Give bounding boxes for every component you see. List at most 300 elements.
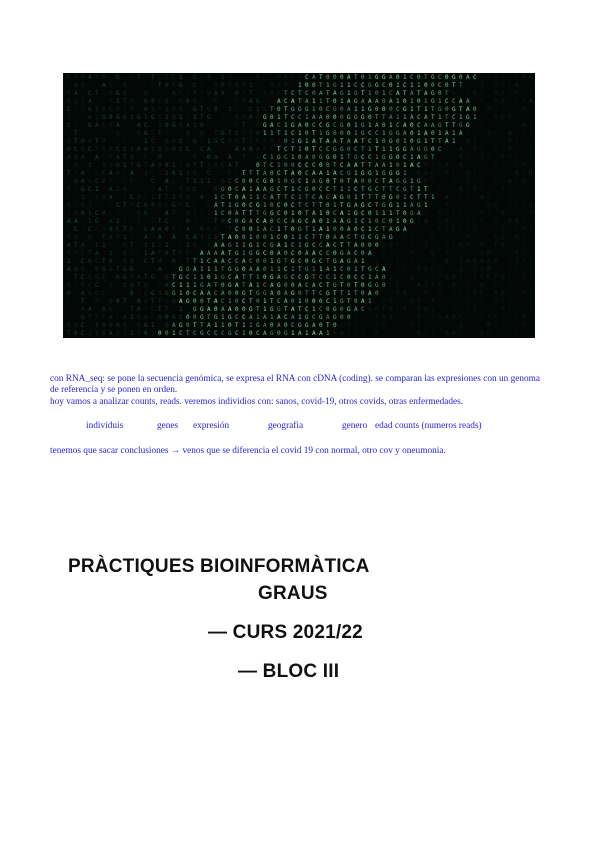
svg-text:1: 1 [116, 218, 120, 225]
svg-text:A: A [459, 290, 463, 297]
svg-text:A: A [291, 98, 295, 105]
svg-text:G: G [200, 130, 204, 137]
svg-text:C: C [501, 146, 505, 153]
svg-text:G: G [249, 162, 253, 169]
svg-text:T: T [452, 122, 456, 129]
svg-text:0: 0 [200, 74, 204, 81]
svg-text:0: 0 [249, 146, 253, 153]
svg-text:0: 0 [368, 210, 372, 217]
svg-text:T: T [431, 282, 435, 289]
svg-text:G: G [263, 210, 267, 217]
svg-text:A: A [81, 170, 85, 177]
svg-text:A: A [116, 330, 120, 337]
svg-text:G: G [186, 114, 190, 121]
svg-text:1: 1 [396, 218, 400, 225]
svg-text:0: 0 [396, 74, 400, 81]
svg-text:T: T [375, 146, 379, 153]
svg-text:1: 1 [200, 178, 204, 185]
svg-text:T: T [361, 162, 365, 169]
svg-text:0: 0 [109, 146, 113, 153]
svg-text:T: T [312, 202, 316, 209]
svg-text:T: T [151, 74, 155, 81]
svg-text:A: A [445, 314, 449, 321]
svg-text:C: C [340, 162, 344, 169]
svg-text:C: C [494, 130, 498, 137]
svg-text:C: C [438, 226, 442, 233]
svg-text:C: C [431, 274, 435, 281]
svg-text:A: A [270, 290, 274, 297]
svg-text:A: A [522, 258, 526, 265]
svg-text:0: 0 [235, 298, 239, 305]
svg-text:G: G [123, 242, 127, 249]
svg-text:T: T [193, 322, 197, 329]
svg-text:C: C [179, 90, 183, 97]
svg-text:A: A [354, 178, 358, 185]
svg-text:C: C [515, 202, 519, 209]
svg-text:G: G [130, 282, 134, 289]
svg-text:1: 1 [354, 218, 358, 225]
svg-text:C: C [305, 306, 309, 313]
svg-text:0: 0 [74, 234, 78, 241]
svg-text:1: 1 [508, 266, 512, 273]
svg-text:0: 0 [515, 90, 519, 97]
svg-text:C: C [137, 322, 141, 329]
svg-text:C: C [298, 186, 302, 193]
svg-text:G: G [354, 314, 358, 321]
svg-text:0: 0 [165, 130, 169, 137]
svg-text:G: G [256, 202, 260, 209]
svg-text:A: A [165, 178, 169, 185]
svg-text:G: G [396, 290, 400, 297]
svg-text:1: 1 [452, 178, 456, 185]
svg-text:1: 1 [228, 202, 232, 209]
svg-text:G: G [137, 90, 141, 97]
svg-text:1: 1 [396, 202, 400, 209]
svg-text:T: T [74, 130, 78, 137]
svg-text:1: 1 [410, 98, 414, 105]
svg-text:C: C [452, 290, 456, 297]
svg-text:G: G [165, 298, 169, 305]
svg-text:T: T [473, 138, 477, 145]
svg-text:0: 0 [179, 106, 183, 113]
svg-text:A: A [410, 90, 414, 97]
svg-text:G: G [361, 202, 365, 209]
svg-text:1: 1 [480, 186, 484, 193]
svg-text:0: 0 [284, 178, 288, 185]
svg-text:0: 0 [270, 218, 274, 225]
svg-text:A: A [480, 194, 484, 201]
svg-text:0: 0 [158, 330, 162, 337]
svg-text:C: C [480, 146, 484, 153]
svg-text:A: A [158, 266, 162, 273]
svg-text:G: G [123, 114, 127, 121]
svg-text:1: 1 [368, 146, 372, 153]
svg-text:0: 0 [137, 306, 141, 313]
svg-text:0: 0 [165, 138, 169, 145]
svg-text:G: G [452, 106, 456, 113]
svg-text:C: C [291, 242, 295, 249]
svg-text:A: A [242, 186, 246, 193]
svg-text:T: T [130, 242, 134, 249]
svg-text:A: A [186, 226, 190, 233]
svg-text:0: 0 [410, 122, 414, 129]
svg-text:1: 1 [347, 90, 351, 97]
svg-text:A: A [368, 250, 372, 257]
svg-text:G: G [431, 314, 435, 321]
svg-text:G: G [466, 122, 470, 129]
svg-text:T: T [214, 146, 218, 153]
svg-text:1: 1 [438, 98, 442, 105]
svg-text:1: 1 [403, 202, 407, 209]
svg-text:G: G [179, 322, 183, 329]
svg-text:G: G [298, 106, 302, 113]
svg-text:1: 1 [249, 82, 253, 89]
svg-text:1: 1 [396, 114, 400, 121]
svg-text:C: C [368, 130, 372, 137]
svg-text:C: C [291, 90, 295, 97]
svg-text:A: A [340, 330, 344, 337]
svg-text:1: 1 [431, 194, 435, 201]
svg-text:A: A [277, 242, 281, 249]
svg-text:0: 0 [291, 74, 295, 81]
svg-text:0: 0 [389, 218, 393, 225]
svg-text:A: A [312, 250, 316, 257]
svg-text:0: 0 [417, 74, 421, 81]
svg-text:1: 1 [144, 170, 148, 177]
svg-text:C: C [116, 202, 120, 209]
svg-text:0: 0 [102, 178, 106, 185]
svg-text:1: 1 [305, 330, 309, 337]
svg-text:A: A [312, 138, 316, 145]
svg-text:1: 1 [438, 130, 442, 137]
svg-text:G: G [200, 282, 204, 289]
svg-text:A: A [494, 290, 498, 297]
svg-text:G: G [445, 258, 449, 265]
svg-text:1: 1 [256, 242, 260, 249]
svg-text:G: G [144, 90, 148, 97]
svg-text:T: T [95, 242, 99, 249]
svg-text:T: T [529, 306, 533, 313]
svg-text:C: C [438, 82, 442, 89]
svg-text:G: G [501, 106, 505, 113]
svg-text:0: 0 [368, 114, 372, 121]
svg-text:1: 1 [165, 114, 169, 121]
svg-text:0: 0 [235, 90, 239, 97]
svg-text:T: T [347, 178, 351, 185]
svg-text:0: 0 [249, 226, 253, 233]
svg-text:T: T [165, 194, 169, 201]
svg-text:T: T [242, 82, 246, 89]
svg-text:G: G [172, 290, 176, 297]
svg-text:0: 0 [165, 330, 169, 337]
svg-text:A: A [347, 98, 351, 105]
svg-text:A: A [214, 250, 218, 257]
svg-text:A: A [424, 114, 428, 121]
svg-text:T: T [326, 282, 330, 289]
svg-text:1: 1 [221, 114, 225, 121]
svg-text:A: A [74, 90, 78, 97]
svg-text:C: C [305, 282, 309, 289]
svg-text:G: G [417, 178, 421, 185]
svg-text:G: G [263, 290, 267, 297]
svg-text:A: A [326, 242, 330, 249]
svg-text:A: A [193, 266, 197, 273]
svg-text:G: G [298, 138, 302, 145]
svg-text:G: G [389, 130, 393, 137]
svg-text:1: 1 [172, 330, 176, 337]
svg-text:A: A [298, 330, 302, 337]
svg-text:G: G [340, 122, 344, 129]
svg-text:C: C [326, 274, 330, 281]
svg-text:G: G [193, 306, 197, 313]
svg-text:1: 1 [410, 242, 414, 249]
svg-text:A: A [522, 106, 526, 113]
svg-text:G: G [508, 194, 512, 201]
svg-text:C: C [214, 98, 218, 105]
svg-text:0: 0 [270, 170, 274, 177]
svg-text:0: 0 [403, 290, 407, 297]
svg-text:1: 1 [179, 162, 183, 169]
svg-text:T: T [445, 250, 449, 257]
svg-text:C: C [410, 74, 414, 81]
svg-text:0: 0 [340, 306, 344, 313]
svg-text:T: T [424, 290, 428, 297]
svg-text:0: 0 [186, 90, 190, 97]
svg-text:0: 0 [214, 106, 218, 113]
svg-text:C: C [368, 202, 372, 209]
svg-text:A: A [242, 194, 246, 201]
svg-text:T: T [242, 138, 246, 145]
svg-text:T: T [193, 210, 197, 217]
note-column-edad-counts: edad counts (numeros reads) [375, 421, 482, 431]
svg-text:G: G [270, 274, 274, 281]
svg-text:A: A [263, 186, 267, 193]
svg-text:1: 1 [179, 114, 183, 121]
svg-text:0: 0 [438, 162, 442, 169]
svg-text:A: A [256, 146, 260, 153]
svg-text:T: T [116, 266, 120, 273]
svg-text:C: C [109, 210, 113, 217]
svg-text:C: C [515, 162, 519, 169]
svg-text:A: A [109, 194, 113, 201]
svg-text:0: 0 [256, 162, 260, 169]
svg-text:G: G [424, 146, 428, 153]
svg-text:0: 0 [347, 146, 351, 153]
svg-text:0: 0 [340, 106, 344, 113]
svg-text:G: G [249, 250, 253, 257]
svg-text:G: G [389, 138, 393, 145]
svg-text:A: A [242, 114, 246, 121]
svg-text:A: A [424, 122, 428, 129]
svg-text:0: 0 [340, 226, 344, 233]
svg-text:C: C [417, 122, 421, 129]
svg-text:0: 0 [494, 258, 498, 265]
svg-text:1: 1 [172, 194, 176, 201]
svg-text:1: 1 [396, 82, 400, 89]
svg-text:C: C [81, 330, 85, 337]
svg-text:0: 0 [235, 194, 239, 201]
svg-text:G: G [263, 138, 267, 145]
svg-text:A: A [221, 90, 225, 97]
svg-text:G: G [361, 130, 365, 137]
svg-text:G: G [431, 234, 435, 241]
svg-text:T: T [95, 314, 99, 321]
svg-text:C: C [235, 314, 239, 321]
svg-text:T: T [396, 210, 400, 217]
svg-text:1: 1 [151, 330, 155, 337]
svg-text:0: 0 [459, 74, 463, 81]
svg-text:0: 0 [347, 314, 351, 321]
svg-text:G: G [228, 74, 232, 81]
note-column-geografia: geografia [268, 421, 304, 431]
svg-text:0: 0 [347, 266, 351, 273]
svg-text:T: T [333, 290, 337, 297]
svg-text:A: A [137, 242, 141, 249]
svg-text:A: A [235, 210, 239, 217]
svg-text:C: C [144, 290, 148, 297]
svg-text:0: 0 [137, 314, 141, 321]
svg-text:A: A [417, 266, 421, 273]
svg-text:G: G [221, 274, 225, 281]
svg-text:0: 0 [319, 322, 323, 329]
svg-text:G: G [144, 98, 148, 105]
svg-text:A: A [333, 90, 337, 97]
svg-text:T: T [508, 274, 512, 281]
svg-text:T: T [193, 258, 197, 265]
svg-text:1: 1 [515, 258, 519, 265]
svg-text:T: T [347, 322, 351, 329]
svg-text:T: T [347, 154, 351, 161]
svg-text:0: 0 [333, 98, 337, 105]
svg-text:0: 0 [214, 306, 218, 313]
svg-text:0: 0 [431, 146, 435, 153]
svg-text:A: A [375, 162, 379, 169]
svg-text:1: 1 [466, 186, 470, 193]
svg-text:1: 1 [165, 106, 169, 113]
svg-text:G: G [333, 82, 337, 89]
svg-text:0: 0 [305, 82, 309, 89]
svg-text:T: T [270, 106, 274, 113]
svg-text:A: A [214, 202, 218, 209]
svg-text:1: 1 [81, 194, 85, 201]
svg-text:T: T [158, 218, 162, 225]
svg-text:1: 1 [207, 162, 211, 169]
svg-text:G: G [354, 154, 358, 161]
svg-text:A: A [151, 234, 155, 241]
svg-text:0: 0 [95, 298, 99, 305]
svg-text:T: T [214, 282, 218, 289]
svg-text:G: G [354, 90, 358, 97]
svg-text:T: T [417, 90, 421, 97]
svg-text:A: A [130, 202, 134, 209]
svg-text:A: A [144, 314, 148, 321]
svg-text:C: C [452, 114, 456, 121]
svg-text:0: 0 [473, 90, 477, 97]
svg-text:G: G [466, 114, 470, 121]
svg-text:1: 1 [207, 178, 211, 185]
svg-text:1: 1 [291, 330, 295, 337]
svg-text:G: G [130, 234, 134, 241]
svg-text:1: 1 [298, 146, 302, 153]
svg-text:C: C [333, 242, 337, 249]
svg-text:0: 0 [361, 74, 365, 81]
svg-text:T: T [375, 202, 379, 209]
note-rna-seq: con RNA_seq: se pone la secuencia genómica, se expresa el RNA con cDNA (coding). se comparan las expresiones con un genoma de referencia y se ponen en orden. [50, 374, 540, 396]
svg-text:T: T [494, 274, 498, 281]
svg-text:T: T [263, 162, 267, 169]
svg-text:1: 1 [473, 306, 477, 313]
svg-text:1: 1 [389, 210, 393, 217]
svg-text:G: G [81, 314, 85, 321]
svg-text:T: T [256, 210, 260, 217]
svg-text:A: A [165, 210, 169, 217]
svg-text:T: T [200, 322, 204, 329]
svg-text:0: 0 [186, 290, 190, 297]
svg-text:T: T [529, 258, 533, 265]
svg-text:C: C [228, 178, 232, 185]
svg-text:T: T [312, 290, 316, 297]
svg-text:0: 0 [116, 298, 120, 305]
svg-text:T: T [396, 258, 400, 265]
svg-text:C: C [326, 106, 330, 113]
svg-text:T: T [130, 306, 134, 313]
svg-text:G: G [291, 122, 295, 129]
svg-text:G: G [501, 74, 505, 81]
svg-text:1: 1 [256, 194, 260, 201]
svg-text:C: C [67, 74, 71, 81]
svg-text:0: 0 [312, 154, 316, 161]
svg-text:1: 1 [417, 82, 421, 89]
svg-text:C: C [186, 146, 190, 153]
svg-text:1: 1 [165, 170, 169, 177]
svg-text:1: 1 [284, 122, 288, 129]
svg-text:A: A [340, 258, 344, 265]
svg-text:C: C [67, 226, 71, 233]
svg-text:C: C [396, 274, 400, 281]
svg-text:T: T [403, 90, 407, 97]
svg-text:G: G [130, 258, 134, 265]
svg-text:0: 0 [74, 154, 78, 161]
svg-text:0: 0 [515, 170, 519, 177]
svg-text:G: G [172, 114, 176, 121]
svg-text:0: 0 [270, 114, 274, 121]
svg-text:0: 0 [319, 218, 323, 225]
svg-text:C: C [403, 82, 407, 89]
svg-text:G: G [158, 290, 162, 297]
svg-text:1: 1 [123, 234, 127, 241]
svg-text:T: T [207, 218, 211, 225]
svg-text:0: 0 [228, 322, 232, 329]
svg-text:0: 0 [445, 218, 449, 225]
svg-text:1: 1 [354, 106, 358, 113]
svg-text:T: T [515, 154, 519, 161]
svg-text:C: C [109, 106, 113, 113]
svg-text:A: A [228, 234, 232, 241]
svg-text:T: T [298, 98, 302, 105]
svg-text:C: C [319, 250, 323, 257]
svg-text:T: T [88, 250, 92, 257]
svg-text:A: A [130, 170, 134, 177]
svg-text:C: C [326, 250, 330, 257]
svg-text:1: 1 [333, 274, 337, 281]
svg-text:1: 1 [151, 186, 155, 193]
svg-text:0: 0 [116, 274, 120, 281]
svg-text:A: A [284, 74, 288, 81]
svg-text:T: T [508, 114, 512, 121]
svg-text:A: A [207, 322, 211, 329]
svg-text:A: A [417, 322, 421, 329]
svg-text:G: G [347, 306, 351, 313]
